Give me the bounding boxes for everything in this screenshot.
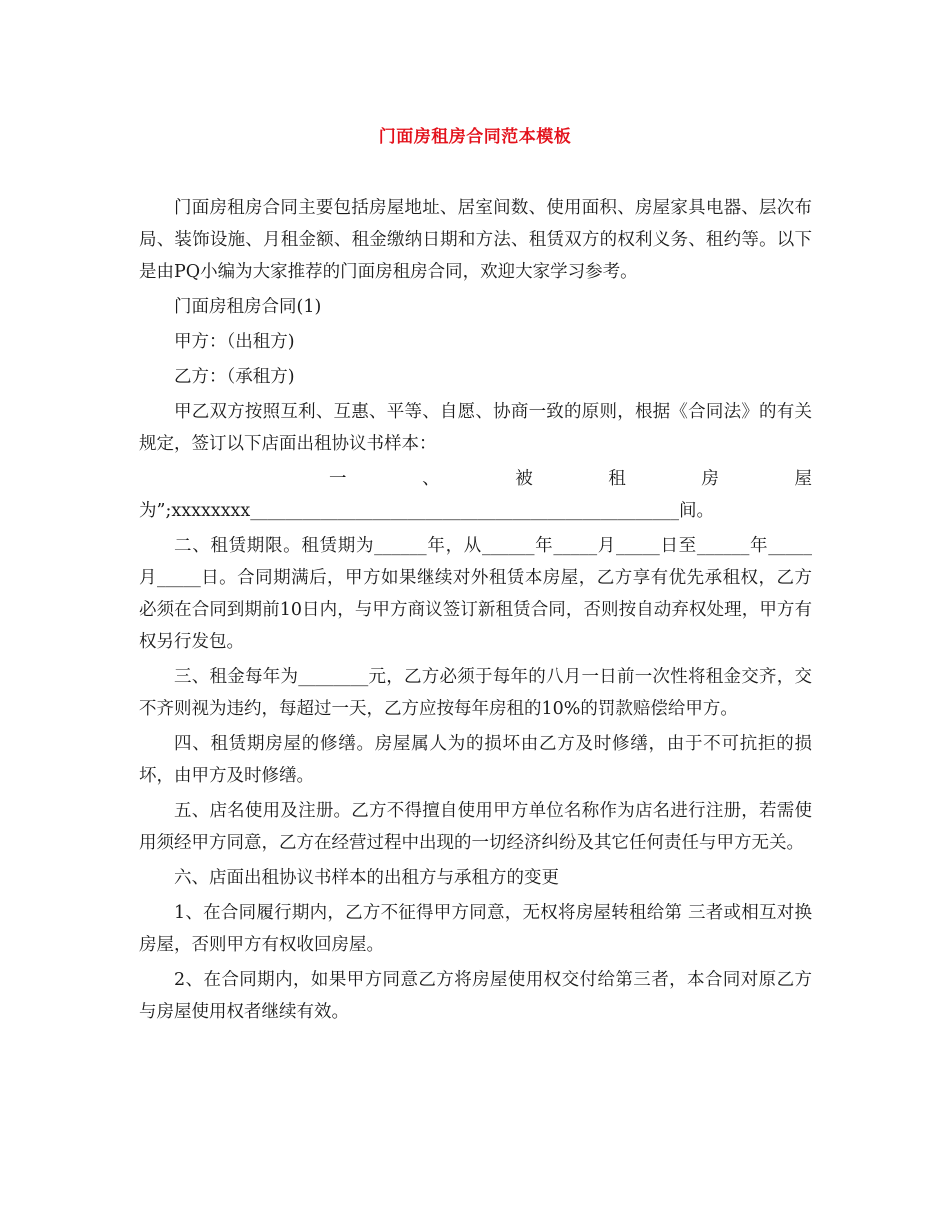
party-b-line: 乙方：（承租方) <box>174 367 295 387</box>
intro-paragraph: 门面房租房合同主要包括房屋地址、居室间数、使用面积、房屋家具电器、层次布局、装饰设施、月租金额、租金缴纳日期和方法、租赁双方的权利义务、租约等。以下是由PQ小编为大家推荐的门面房租房合同，欢迎大家学习参考。 <box>139 198 812 282</box>
item3-paragraph: 三、租金每年为________元，乙方必须于每年的八月一日前一次性将租金交齐，交不齐则视为违约，每超过一天，乙方应按每年房租的10%的罚款赔偿给甲方。 <box>139 667 812 719</box>
party-a-line: 甲方：（出租方) <box>174 332 295 352</box>
item6-2-paragraph: 2、在合同期内，如果甲方同意乙方将房屋使用权交付给第三者，本合同对原乙方与房屋使用权者继续有效。 <box>139 970 812 1022</box>
preamble-paragraph: 甲乙双方按照互利、互惠、平等、自愿、协商一致的原则，根据《合同法》的有关规定，签订以下店面出租协议书样本： <box>139 402 812 454</box>
item5-paragraph: 五、店名使用及注册。乙方不得擅自使用甲方单位名称作为店名进行注册，若需使用须经甲方同意，乙方在经营过程中出现的一切经济纠纷及其它任何责任与甲方无关。 <box>139 801 812 853</box>
item6-1-paragraph: 1、在合同履行期内，乙方不征得甲方同意，无权将房屋转租给第 三者或相互对换房屋，否则甲方有权收回房屋。 <box>139 903 812 955</box>
contract-heading: 门面房租房合同(1) <box>174 297 322 317</box>
document-title: 门面房租房合同范本模板 <box>378 127 572 147</box>
item6-heading: 六、店面出租协议书样本的出租方与承租方的变更 <box>174 868 559 888</box>
item1-line2: 为”;xxxxxxxx_________________________________________________间。 <box>139 501 715 521</box>
item4-paragraph: 四、租赁期房屋的修缮。房屋属人为的损坏由乙方及时修缮，由于不可抗拒的损坏，由甲方及时修缮。 <box>139 734 812 786</box>
item2-paragraph: 二、租赁期限。租赁期为______年，从______年_____月_____日至______年_____月_____日。合同期满后，甲方如果继续对外租赁本房屋，乙方享有优先承租权，乙方必须在合同到期前10日内，与甲方商议签订新租赁合同，否则按自动弃权处理，甲方有权另行发包。 <box>139 536 812 652</box>
item1-line1: 一 、 被 租 房 屋 <box>329 469 812 489</box>
document-body <box>139 192 812 1031</box>
